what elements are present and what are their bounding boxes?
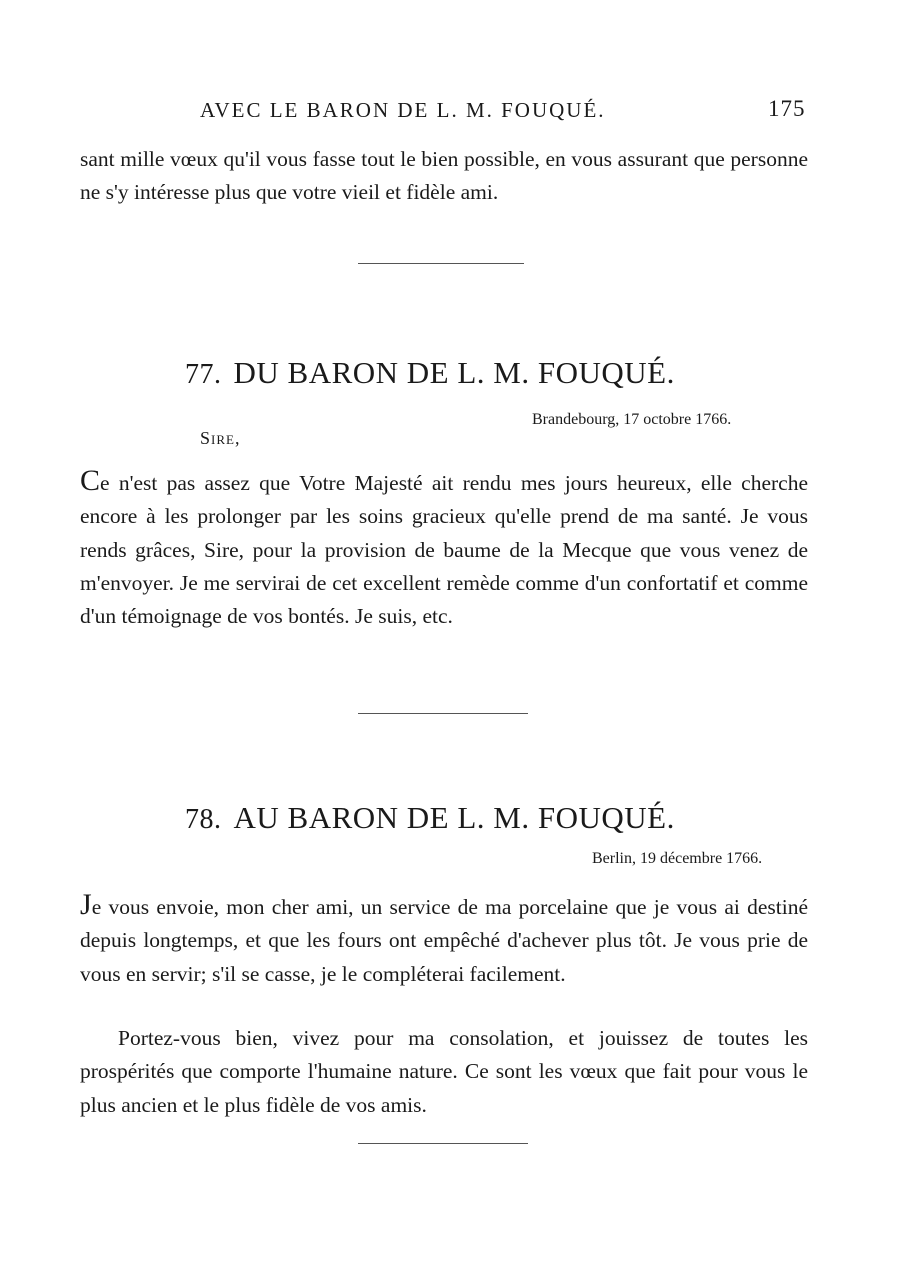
letter-77-paragraph — [80, 464, 808, 633]
letter-number: 77. — [185, 359, 222, 390]
letter-78-paragraph-1 — [80, 888, 808, 991]
paragraph-text: e n'est pas assez que Votre Majesté ait rendu mes jours heureux, elle cherche encore à les prolonger par les soins gracieux qu'elle prend de ma santé. Je vous rends grâces, Sire, pour la provision de baume de la Mecque que vous venez de m'envoyer. Je me servirai de cet excellent remède comme d'un confortatif et comme d'un témoignage de vos bontés. Je suis, etc. — [80, 471, 808, 629]
letter-77-heading — [185, 355, 675, 391]
letter-title: AU BARON DE L. M. FOUQUÉ. — [233, 800, 675, 835]
initial-letter: J — [80, 888, 92, 921]
running-title: AVEC LE BARON DE L. M. FOUQUÉ. — [200, 98, 606, 122]
section-divider — [358, 713, 528, 714]
letter-title: DU BARON DE L. M. FOUQUÉ. — [233, 355, 675, 390]
letter-78-dateline: Berlin, 19 décembre 1766. — [592, 850, 763, 867]
letter-78-heading — [185, 800, 675, 836]
letter-77-dateline: Brandebourg, 17 octobre 1766. — [532, 411, 732, 428]
letter-77-salutation: Sire, — [200, 428, 241, 448]
continuation-paragraph: sant mille vœux qu'il vous fasse tout le bien possible, en vous assurant que personne ne s'y intéresse plus que votre vieil et fidèle ami. — [80, 147, 808, 205]
initial-letter: C — [80, 464, 101, 497]
paragraph-text: e vous envoie, mon cher ami, un service de ma porcelaine que je vous ai destiné depuis longtemps, et que les fours ont empêché d'achever plus tôt. Je vous prie de vous en servir; s'il se casse, je le compléterai facilement. — [80, 895, 808, 986]
page-number: 175 — [768, 96, 806, 121]
section-divider — [358, 1143, 528, 1144]
letter-number: 78. — [185, 804, 222, 835]
section-divider — [358, 263, 524, 264]
letter-78-paragraph-2: Portez-vous bien, vivez pour ma consolation, et jouissez de toutes les prospérités que comporte l'humaine nature. Ce sont les vœux que fait pour vous le plus ancien et le plus fidèle de vos amis. — [80, 1026, 808, 1117]
